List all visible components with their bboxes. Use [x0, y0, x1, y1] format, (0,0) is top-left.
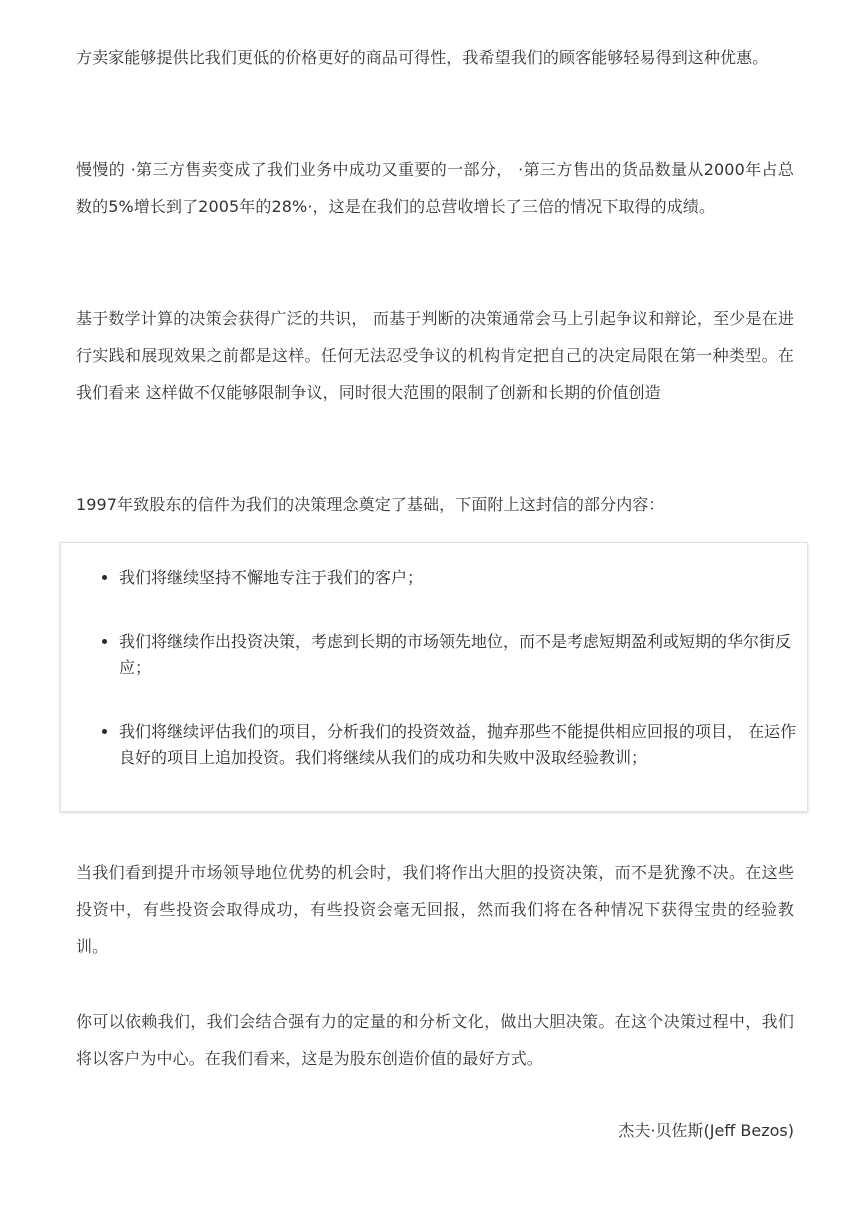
paragraph-bold-investment: 当我们看到提升市场领导地位优势的机会时，我们将作出大胆的投资决策，而不是犹豫不决。在这些投资中，有些投资会取得成功，有些投资会毫无回报，然而我们将在各种情况下获得宝贵的经验教训。 [76, 863, 794, 956]
paragraph-third-party-growth: 慢慢的 ·第三方售卖变成了我们业务中成功又重要的一部分， ·第三方售出的货品数量从2000年占总数的5%增长到了2005年的28%·，这是在我们的总营收增长了三倍的情况下取得的成绩。 [76, 160, 794, 216]
letter-excerpt-item: • 我们将继续作出投资决策，考虑到长期的市场领先地位，而不是考虑短期盈利或短期的华尔街反应； [119, 629, 811, 681]
author-signature: 杰夫·贝佐斯(Jeff Bezos) [618, 1121, 794, 1140]
letter-excerpt-blockquote [60, 542, 808, 812]
letter-excerpt-item: • 我们将继续评估我们的项目，分析我们的投资效益，抛弃那些不能提供相应回报的项目， 在运作良好的项目上追加投资。我们将继续从我们的成功和失败中汲取经验教训； [119, 719, 811, 771]
paragraph-decision-types: 基于数学计算的决策会获得广泛的共识， 而基于判断的决策通常会马上引起争议和辩论，至少是在进行实践和展现效果之前都是这样。任何无法忍受争议的机构肯定把自己的决定局限在第一种类型。在我们看来 这样做不仅能够限制争议，同时很大范围的限制了创新和长期的价值创造 [76, 309, 794, 402]
paragraph-customer-centric: 你可以依赖我们，我们会结合强有力的定量的和分析文化，做出大胆决策。在这个决策过程中，我们将以客户为中心。在我们看来，这是为股东创造价值的最好方式。 [76, 1012, 794, 1068]
paragraph-1997-letter-intro: 1997年致股东的信件为我们的决策理念奠定了基础，下面附上这封信的部分内容： [76, 495, 665, 514]
paragraph-third-party-pricing: 方卖家能够提供比我们更低的价格更好的商品可得性，我希望我们的顾客能够轻易得到这种优惠。 [76, 48, 769, 67]
letter-excerpt-list [101, 561, 811, 771]
letter-excerpt-item: • 我们将继续坚持不懈地专注于我们的客户； [119, 565, 811, 591]
